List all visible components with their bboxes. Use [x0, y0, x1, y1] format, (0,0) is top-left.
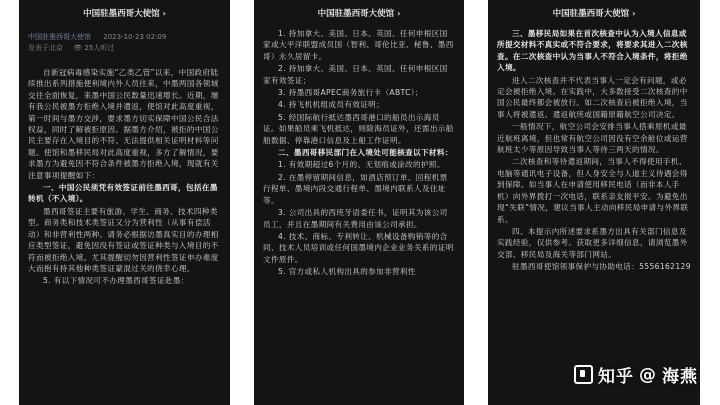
publish-date: 2023-10-23 02:09: [103, 33, 167, 41]
zhihu-watermark: [574, 362, 698, 387]
article-meta: [28, 32, 221, 42]
screenshot-panel-2: [254, 0, 464, 405]
watermark-author: 海燕: [662, 367, 698, 387]
article-paragraph: 1. 持加拿大、美国、日本、英国、任何申根区国家或大平洋联盟成员国（智利、哥伦比亚、秘鲁、墨西哥）永久居留卡。: [263, 29, 454, 61]
article-content: [263, 28, 455, 278]
listen-count: 👁 25人听过: [73, 44, 115, 52]
article-paragraph: 5. 经国际航行抵达墨西哥港口的船员出示海员证。如果船员乘飞机抵达，则除海员证外，还需出示船舶数据、停靠港口信息及上船工作证明。: [263, 112, 454, 145]
article-paragraph: 1. 有效期超过6个月的、无划痕或涂改的护照。: [278, 160, 445, 170]
chevron-right-icon: ›: [632, 8, 636, 18]
watermark-brand: 知乎: [598, 367, 634, 387]
article-paragraph: 2. 在墨停留期间信息，如酒店预订单、回程机票行程单、墨境内段交通行程单、墨境内联系人及住址等。: [263, 172, 448, 205]
article-paragraph: 驻墨西哥使馆领事保护与协助电话：5556162129: [512, 262, 691, 272]
watermark-separator: @: [639, 364, 657, 385]
account-name[interactable]: 中国驻墨西哥大使馆: [28, 33, 91, 41]
panel-title: 中国驻墨西哥大使馆: [83, 9, 160, 19]
panel-header[interactable]: [19, 0, 230, 26]
section-heading: 一、中国公民须凭有效签证前往墨西哥，包括在墨转机（不入境）。: [28, 183, 218, 204]
article-paragraph: 一般情况下，航空公司会安排当事人搭乘原机或最近航班离境，但也常有航空公司因没有空余舱位或运营航班太少等原因导致当事人等待三两天的情况。: [497, 122, 688, 155]
article-paragraph: 3. 公司出具的西班牙语委任书，证明其为该公司员工，并且在墨期间有关费用由该公司承担。: [263, 208, 448, 229]
screenshot-panel-3: [488, 0, 700, 405]
panel-header[interactable]: [488, 0, 700, 26]
article-content: [28, 67, 221, 287]
article-paragraph: 四、本提示内所述要求系墨方出具有关部门信息及实践经验，仅供参考。获取更多详细信息，请浏览墨外交部、移民局及海关等部门网站。: [497, 226, 688, 259]
article-paragraph: 5. 官方或私人机构出具的参加非营利性: [278, 267, 416, 277]
chevron-right-icon: ›: [397, 8, 401, 18]
article-paragraph: 墨西哥签证主要有旅游、学生、商务、技术四种类型。商务类和技术类签证又分为营利性（从事有偿活动）和非营利性两种。请务必根据访墨真实目的办理相应类型签证，避免因没有签证或签证种类与入境目的不符而被拒绝入境。尤其提醒切勿因营利性签证申办难度大而抱有持其他种类签证蒙混过关的侥幸心理。: [28, 206, 219, 273]
panel-title: 中国驻墨西哥大使馆: [317, 9, 395, 19]
section-heading: 二、墨西哥移民部门在入境处可能核查以下材料：: [278, 148, 453, 158]
article-paragraph: 进入二次核查并不代表当事人一定会有问题，或必定会被拒绝入境。在实践中，大多数接受二次核查的中国公民最终都会被放行。如二次核查后被拒绝入境，当事人将被遣返。遣返航班或国籍原籍航空公司决定。: [497, 75, 688, 119]
article-paragraph: 自新冠病毒感染实施“乙类乙管”以来，中国政府陆续推出系列措施便利境内外人员往来，中墨两国各领域交往全面恢复，来墨中国公民数量迅速增长。近期，屡有我公民被墨方拒绝入境并遣返，使馆对此高度重视，第一时间与墨方交涉，要求墨方切实保障中国公民合法权益，同时了解被拒原因。据墨方介绍，被拒的中国公民主要存在入境目的不符、无法提供相关证明材料等问题。使馆和墨移民局对此高度重视，多方了解情况，要求墨方为避免因不符合条件被墨方拒绝入境，现就有关注意事项提醒如下：: [28, 68, 219, 180]
article-paragraph: 二次核查和等待遣返期间，当事人不得使用手机、电脑等通讯电子设备，但人身安全与人道主义待遇会得到保障。如当事人在申请使用移民电话（而非本人手机）向外界拨打一次电话，联系亲友报平安。为避免出现“失联”情况，建议当事人主动向移民局申请与外界联系。: [497, 157, 689, 224]
screenshot-panel-1: [19, 0, 230, 405]
zhihu-logo-icon: [574, 365, 593, 384]
publish-location: 发表于北京: [28, 44, 63, 52]
article-paragraph: 3. 持墨西哥APEC商务旅行卡（ABTC）；: [278, 88, 423, 98]
article-meta-2: [28, 43, 221, 53]
bottom-fade: [254, 389, 464, 405]
article-paragraph: 2. 持加拿大、美国、日本、英国、任何申根区国家有效签证；: [263, 64, 448, 85]
panel-header[interactable]: [254, 0, 464, 26]
chevron-right-icon: ›: [162, 8, 166, 18]
section-heading: 三、墨移民局如果在首次核查中认为入境人信息或所提交材料不真实或不符合要求，将要求其进入二次核查。在二次核查中认为当事人不符合入境条件，将拒绝入境。: [497, 29, 688, 73]
article-paragraph: 4. 持飞机机组成员有效证明；: [278, 100, 385, 110]
article-content: [497, 28, 691, 273]
panel-title: 中国驻墨西哥大使馆: [552, 9, 630, 19]
article-paragraph: 4. 技术、商标、专利转让、机械设备购销等的合同、技术人员培训或任何国墨境内企业业务关系的证明文件原件。: [263, 231, 454, 264]
article-paragraph: 5. 有以下情况可不办理墨西哥签证赴墨：: [43, 276, 189, 286]
bottom-fade: [19, 389, 230, 405]
